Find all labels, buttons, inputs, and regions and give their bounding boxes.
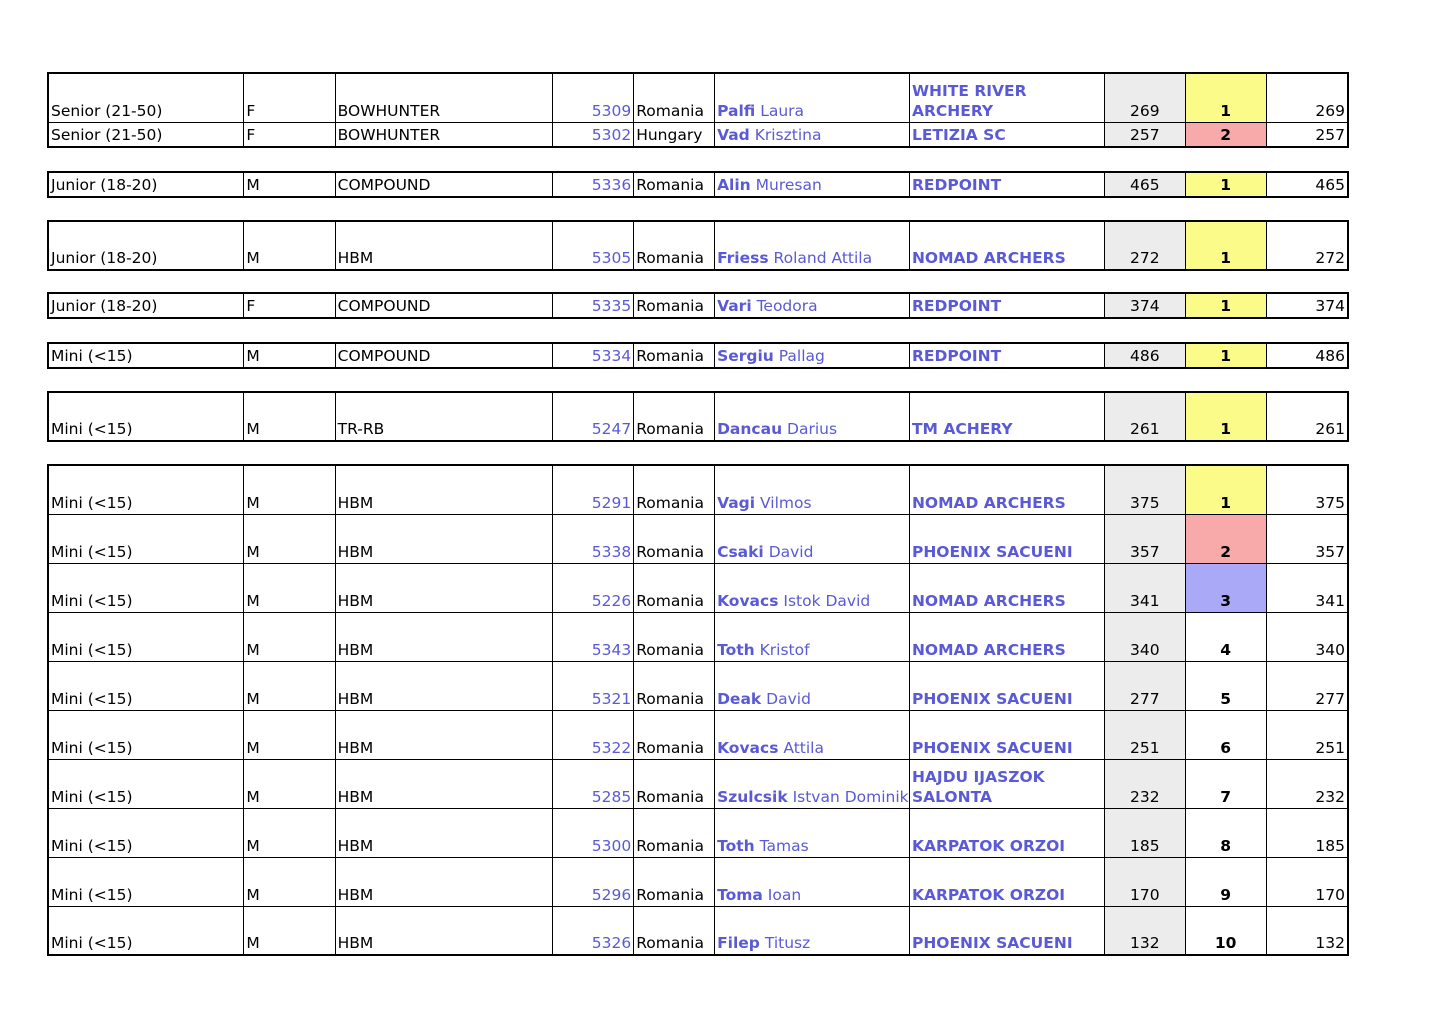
division-cell: HBM [335, 221, 553, 270]
score-cell: 374 [1104, 293, 1185, 318]
last-name: Vad [717, 126, 750, 144]
table-row [48, 808, 1348, 857]
athlete-name-cell [715, 343, 910, 368]
sex-cell: F [244, 293, 335, 318]
club-cell: NOMAD ARCHERS [909, 612, 1104, 661]
country-cell: Romania [634, 221, 715, 270]
division-cell: HBM [335, 857, 553, 906]
club-cell: WHITE RIVER ARCHERY [909, 73, 1104, 122]
place-cell: 6 [1185, 710, 1266, 759]
athlete-id-cell: 5247 [553, 392, 634, 441]
total-cell: 269 [1266, 73, 1348, 122]
category-cell: Mini (<15) [48, 759, 244, 808]
athlete-name-cell [715, 759, 910, 808]
total-cell: 251 [1266, 710, 1348, 759]
athlete-name-cell [715, 73, 910, 122]
table-row [48, 293, 1348, 318]
results-group [47, 292, 1349, 319]
category-cell: Mini (<15) [48, 465, 244, 514]
first-name: David [768, 542, 814, 561]
athlete-name-cell [715, 221, 910, 270]
first-name: Istok David [783, 591, 871, 610]
division-cell: HBM [335, 906, 553, 955]
division-cell: HBM [335, 465, 553, 514]
sex-cell: M [244, 808, 335, 857]
athlete-name-cell [715, 293, 910, 318]
athlete-name-cell [715, 857, 910, 906]
athlete-id-cell: 5302 [553, 122, 634, 147]
country-cell: Romania [634, 293, 715, 318]
country-cell: Romania [634, 661, 715, 710]
table-row [48, 759, 1348, 808]
table-row [48, 73, 1348, 122]
first-name: Kristof [759, 640, 810, 659]
country-cell: Romania [634, 710, 715, 759]
results-group [47, 220, 1349, 271]
sex-cell: M [244, 710, 335, 759]
score-cell: 170 [1104, 857, 1185, 906]
division-cell: HBM [335, 563, 553, 612]
category-cell: Mini (<15) [48, 661, 244, 710]
country-cell: Romania [634, 563, 715, 612]
category-cell: Senior (21-50) [48, 122, 244, 147]
score-cell: 251 [1104, 710, 1185, 759]
score-cell: 269 [1104, 73, 1185, 122]
total-cell: 357 [1266, 514, 1348, 563]
results-group [47, 342, 1349, 369]
country-cell: Romania [634, 857, 715, 906]
country-cell: Hungary [634, 122, 715, 147]
category-cell: Senior (21-50) [48, 73, 244, 122]
total-cell: 486 [1266, 343, 1348, 368]
place-cell: 1 [1185, 392, 1266, 441]
sex-cell: M [244, 857, 335, 906]
score-cell: 340 [1104, 612, 1185, 661]
club-cell: TM ACHERY [909, 392, 1104, 441]
category-cell: Mini (<15) [48, 857, 244, 906]
place-cell: 1 [1185, 221, 1266, 270]
country-cell: Romania [634, 392, 715, 441]
score-cell: 132 [1104, 906, 1185, 955]
first-name: Laura [760, 101, 805, 120]
club-cell: PHOENIX SACUENI [909, 661, 1104, 710]
sex-cell: M [244, 221, 335, 270]
last-name: Szulcsik [717, 787, 788, 806]
sex-cell: M [244, 612, 335, 661]
place-cell: 10 [1185, 906, 1266, 955]
division-cell: HBM [335, 808, 553, 857]
table-row [48, 172, 1348, 197]
division-cell: COMPOUND [335, 172, 553, 197]
score-cell: 257 [1104, 122, 1185, 147]
total-cell: 341 [1266, 563, 1348, 612]
division-cell: BOWHUNTER [335, 122, 553, 147]
athlete-id-cell: 5335 [553, 293, 634, 318]
first-name: Ioan [767, 885, 802, 904]
athlete-name-cell [715, 563, 910, 612]
athlete-name-cell [715, 661, 910, 710]
last-name: Csaki [717, 542, 764, 561]
last-name: Alin [717, 176, 751, 194]
category-cell: Junior (18-20) [48, 172, 244, 197]
total-cell: 374 [1266, 293, 1348, 318]
division-cell: HBM [335, 759, 553, 808]
score-cell: 486 [1104, 343, 1185, 368]
total-cell: 132 [1266, 906, 1348, 955]
last-name: Palfi [717, 101, 756, 120]
last-name: Toma [717, 885, 763, 904]
total-cell: 257 [1266, 122, 1348, 147]
table-row [48, 221, 1348, 270]
sex-cell: M [244, 392, 335, 441]
country-cell: Romania [634, 514, 715, 563]
place-cell: 2 [1185, 122, 1266, 147]
sex-cell: M [244, 465, 335, 514]
table-row [48, 343, 1348, 368]
first-name: Krisztina [754, 126, 822, 144]
athlete-id-cell: 5305 [553, 221, 634, 270]
club-cell: PHOENIX SACUENI [909, 906, 1104, 955]
club-cell: NOMAD ARCHERS [909, 221, 1104, 270]
last-name: Sergiu [717, 347, 774, 365]
athlete-name-cell [715, 710, 910, 759]
sex-cell: F [244, 73, 335, 122]
last-name: Deak [717, 689, 762, 708]
category-cell: Mini (<15) [48, 392, 244, 441]
category-cell: Mini (<15) [48, 514, 244, 563]
club-cell: KARPATOK ORZOI [909, 808, 1104, 857]
total-cell: 340 [1266, 612, 1348, 661]
results-group [47, 171, 1349, 198]
club-cell: LETIZIA SC [909, 122, 1104, 147]
sex-cell: F [244, 122, 335, 147]
sex-cell: M [244, 759, 335, 808]
club-cell: HAJDU IJASZOK SALONTA [909, 759, 1104, 808]
first-name: Attila [783, 738, 824, 757]
results-group [47, 72, 1349, 148]
club-cell: REDPOINT [909, 343, 1104, 368]
place-cell: 9 [1185, 857, 1266, 906]
total-cell: 465 [1266, 172, 1348, 197]
total-cell: 375 [1266, 465, 1348, 514]
place-cell: 1 [1185, 465, 1266, 514]
first-name: Teodora [756, 297, 818, 315]
category-cell: Mini (<15) [48, 563, 244, 612]
first-name: David [766, 689, 811, 708]
athlete-name-cell [715, 392, 910, 441]
last-name: Kovacs [717, 738, 779, 757]
score-cell: 465 [1104, 172, 1185, 197]
club-cell: REDPOINT [909, 293, 1104, 318]
division-cell: BOWHUNTER [335, 73, 553, 122]
division-cell: HBM [335, 710, 553, 759]
athlete-name-cell [715, 514, 910, 563]
athlete-name-cell [715, 122, 910, 147]
category-cell: Mini (<15) [48, 906, 244, 955]
club-cell: PHOENIX SACUENI [909, 514, 1104, 563]
score-cell: 375 [1104, 465, 1185, 514]
club-cell: PHOENIX SACUENI [909, 710, 1104, 759]
category-cell: Mini (<15) [48, 343, 244, 368]
division-cell: HBM [335, 661, 553, 710]
athlete-id-cell: 5338 [553, 514, 634, 563]
division-cell: COMPOUND [335, 293, 553, 318]
country-cell: Romania [634, 759, 715, 808]
country-cell: Romania [634, 808, 715, 857]
sex-cell: M [244, 172, 335, 197]
table-row [48, 563, 1348, 612]
athlete-id-cell: 5321 [553, 661, 634, 710]
total-cell: 185 [1266, 808, 1348, 857]
athlete-id-cell: 5334 [553, 343, 634, 368]
table-row [48, 906, 1348, 955]
table-row [48, 122, 1348, 147]
country-cell: Romania [634, 73, 715, 122]
sex-cell: M [244, 563, 335, 612]
last-name: Dancau [717, 420, 783, 438]
place-cell: 1 [1185, 73, 1266, 122]
athlete-id-cell: 5285 [553, 759, 634, 808]
club-cell: KARPATOK ORZOI [909, 857, 1104, 906]
last-name: Vagi [717, 493, 756, 512]
score-cell: 357 [1104, 514, 1185, 563]
first-name: Titusz [764, 934, 811, 952]
sex-cell: M [244, 343, 335, 368]
total-cell: 232 [1266, 759, 1348, 808]
place-cell: 1 [1185, 293, 1266, 318]
score-cell: 341 [1104, 563, 1185, 612]
last-name: Toth [717, 640, 755, 659]
athlete-id-cell: 5322 [553, 710, 634, 759]
country-cell: Romania [634, 612, 715, 661]
category-cell: Mini (<15) [48, 808, 244, 857]
place-cell: 1 [1185, 172, 1266, 197]
place-cell: 7 [1185, 759, 1266, 808]
club-cell: NOMAD ARCHERS [909, 465, 1104, 514]
score-cell: 232 [1104, 759, 1185, 808]
table-row [48, 857, 1348, 906]
total-cell: 277 [1266, 661, 1348, 710]
athlete-id-cell: 5296 [553, 857, 634, 906]
club-cell: NOMAD ARCHERS [909, 563, 1104, 612]
place-cell: 8 [1185, 808, 1266, 857]
first-name: Vilmos [760, 493, 812, 512]
table-row [48, 465, 1348, 514]
country-cell: Romania [634, 906, 715, 955]
score-cell: 185 [1104, 808, 1185, 857]
athlete-id-cell: 5343 [553, 612, 634, 661]
first-name: Muresan [755, 176, 822, 194]
place-cell: 3 [1185, 563, 1266, 612]
table-row [48, 392, 1348, 441]
athlete-name-cell [715, 172, 910, 197]
last-name: Friess [717, 249, 769, 267]
place-cell: 5 [1185, 661, 1266, 710]
results-group [47, 464, 1349, 956]
athlete-id-cell: 5336 [553, 172, 634, 197]
total-cell: 272 [1266, 221, 1348, 270]
table-row [48, 514, 1348, 563]
last-name: Kovacs [717, 591, 779, 610]
table-row [48, 710, 1348, 759]
sex-cell: M [244, 906, 335, 955]
last-name: Toth [717, 836, 755, 855]
sex-cell: M [244, 514, 335, 563]
athlete-name-cell [715, 808, 910, 857]
category-cell: Mini (<15) [48, 612, 244, 661]
first-name: Istvan Dominik [792, 787, 909, 806]
athlete-id-cell: 5226 [553, 563, 634, 612]
athlete-id-cell: 5291 [553, 465, 634, 514]
athlete-id-cell: 5326 [553, 906, 634, 955]
last-name: Filep [717, 934, 760, 952]
place-cell: 2 [1185, 514, 1266, 563]
first-name: Pallag [778, 347, 825, 365]
score-cell: 277 [1104, 661, 1185, 710]
last-name: Vari [717, 297, 752, 315]
athlete-id-cell: 5300 [553, 808, 634, 857]
table-row [48, 661, 1348, 710]
country-cell: Romania [634, 343, 715, 368]
division-cell: TR-RB [335, 392, 553, 441]
first-name: Tamas [759, 836, 809, 855]
division-cell: COMPOUND [335, 343, 553, 368]
division-cell: HBM [335, 514, 553, 563]
first-name: Roland Attila [773, 249, 873, 267]
athlete-name-cell [715, 612, 910, 661]
athlete-name-cell [715, 465, 910, 514]
country-cell: Romania [634, 172, 715, 197]
category-cell: Junior (18-20) [48, 293, 244, 318]
total-cell: 170 [1266, 857, 1348, 906]
score-cell: 272 [1104, 221, 1185, 270]
athlete-id-cell: 5309 [553, 73, 634, 122]
sex-cell: M [244, 661, 335, 710]
score-cell: 261 [1104, 392, 1185, 441]
place-cell: 4 [1185, 612, 1266, 661]
club-cell: REDPOINT [909, 172, 1104, 197]
first-name: Darius [787, 420, 838, 438]
results-group [47, 391, 1349, 442]
category-cell: Junior (18-20) [48, 221, 244, 270]
category-cell: Mini (<15) [48, 710, 244, 759]
total-cell: 261 [1266, 392, 1348, 441]
division-cell: HBM [335, 612, 553, 661]
place-cell: 1 [1185, 343, 1266, 368]
table-row [48, 612, 1348, 661]
country-cell: Romania [634, 465, 715, 514]
athlete-name-cell [715, 906, 910, 955]
